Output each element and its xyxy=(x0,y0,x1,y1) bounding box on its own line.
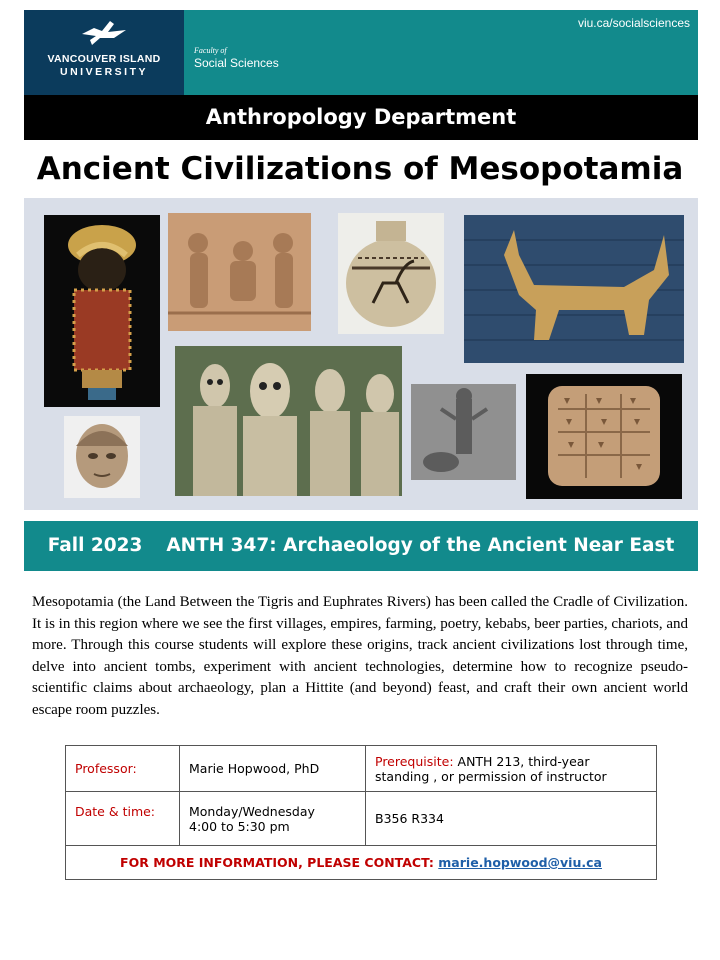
university-name-line2: UNIVERSITY xyxy=(59,66,148,78)
painted-pottery-jar-image xyxy=(338,213,444,334)
standing-statues-image xyxy=(175,346,402,496)
ishtar-gate-dragon-image xyxy=(464,215,684,363)
seal-impression-image xyxy=(411,384,516,480)
header-banner xyxy=(24,10,698,95)
course-code-title: ANTH 347: Archaeology of the Ancient Near East xyxy=(166,535,675,556)
course-term: Fall 2023 xyxy=(47,535,143,556)
table-row xyxy=(66,746,657,792)
datetime-days: Monday/Wednesday xyxy=(189,803,315,819)
faculty-of-label: Faculty of xyxy=(194,46,227,55)
prerequisite-label: Prerequisite: xyxy=(375,753,454,769)
carved-head-image xyxy=(64,416,140,498)
headdress-image xyxy=(44,215,160,407)
university-logo[interactable] xyxy=(24,10,184,95)
artifact-collage xyxy=(24,198,698,510)
table-row xyxy=(66,846,657,880)
faculty-url-link[interactable]: viu.ca/socialsciences xyxy=(577,16,690,30)
room-value: B356 R334 xyxy=(366,792,657,846)
prerequisite-value: ANTH 213, third-year standing , or permission of instructor xyxy=(375,753,607,784)
professor-value: Marie Hopwood, PhD xyxy=(180,746,366,792)
bird-logo-icon xyxy=(80,18,128,48)
university-name-line1: VANCOUVER ISLAND xyxy=(47,53,161,65)
cylinder-seal-relief-image xyxy=(168,213,311,331)
prerequisite-cell xyxy=(366,746,657,792)
page-title: Ancient Civilizations of Mesopotamia xyxy=(36,151,684,187)
contact-text: FOR MORE INFORMATION, PLEASE CONTACT: xyxy=(120,855,439,870)
cuneiform-tablet-image xyxy=(526,374,682,499)
course-banner xyxy=(24,521,698,571)
course-description: Mesopotamia (the Land Between the Tigris and Euphrates Rivers) has been called the Cradle of Civilization. It is in this region where we see the first villages, empires, farming, poetry, kebabs, beer parties, chariots, and more. Through this course students will explore these origins, track ancient civilizations lost through time, delve into ancient tombs, experiment with ancient technologies, determine how to recognize pseudo-scientific claims about archaeology, plan a Hittite (and beyond) feast, and craft their own ancient world escape room puzzles. xyxy=(32,594,688,718)
course-info-table xyxy=(65,745,657,880)
professor-label: Professor: xyxy=(66,746,180,792)
table-row xyxy=(66,792,657,846)
datetime-label: Date & time: xyxy=(66,792,180,846)
faculty-name: Social Sciences xyxy=(194,56,279,70)
department-bar: Anthropology Department xyxy=(24,95,698,140)
datetime-time: 4:00 to 5:30 pm xyxy=(189,818,290,834)
datetime-value xyxy=(180,792,366,846)
contact-cell xyxy=(66,846,657,880)
contact-email-link[interactable]: marie.hopwood@viu.ca xyxy=(438,855,602,870)
